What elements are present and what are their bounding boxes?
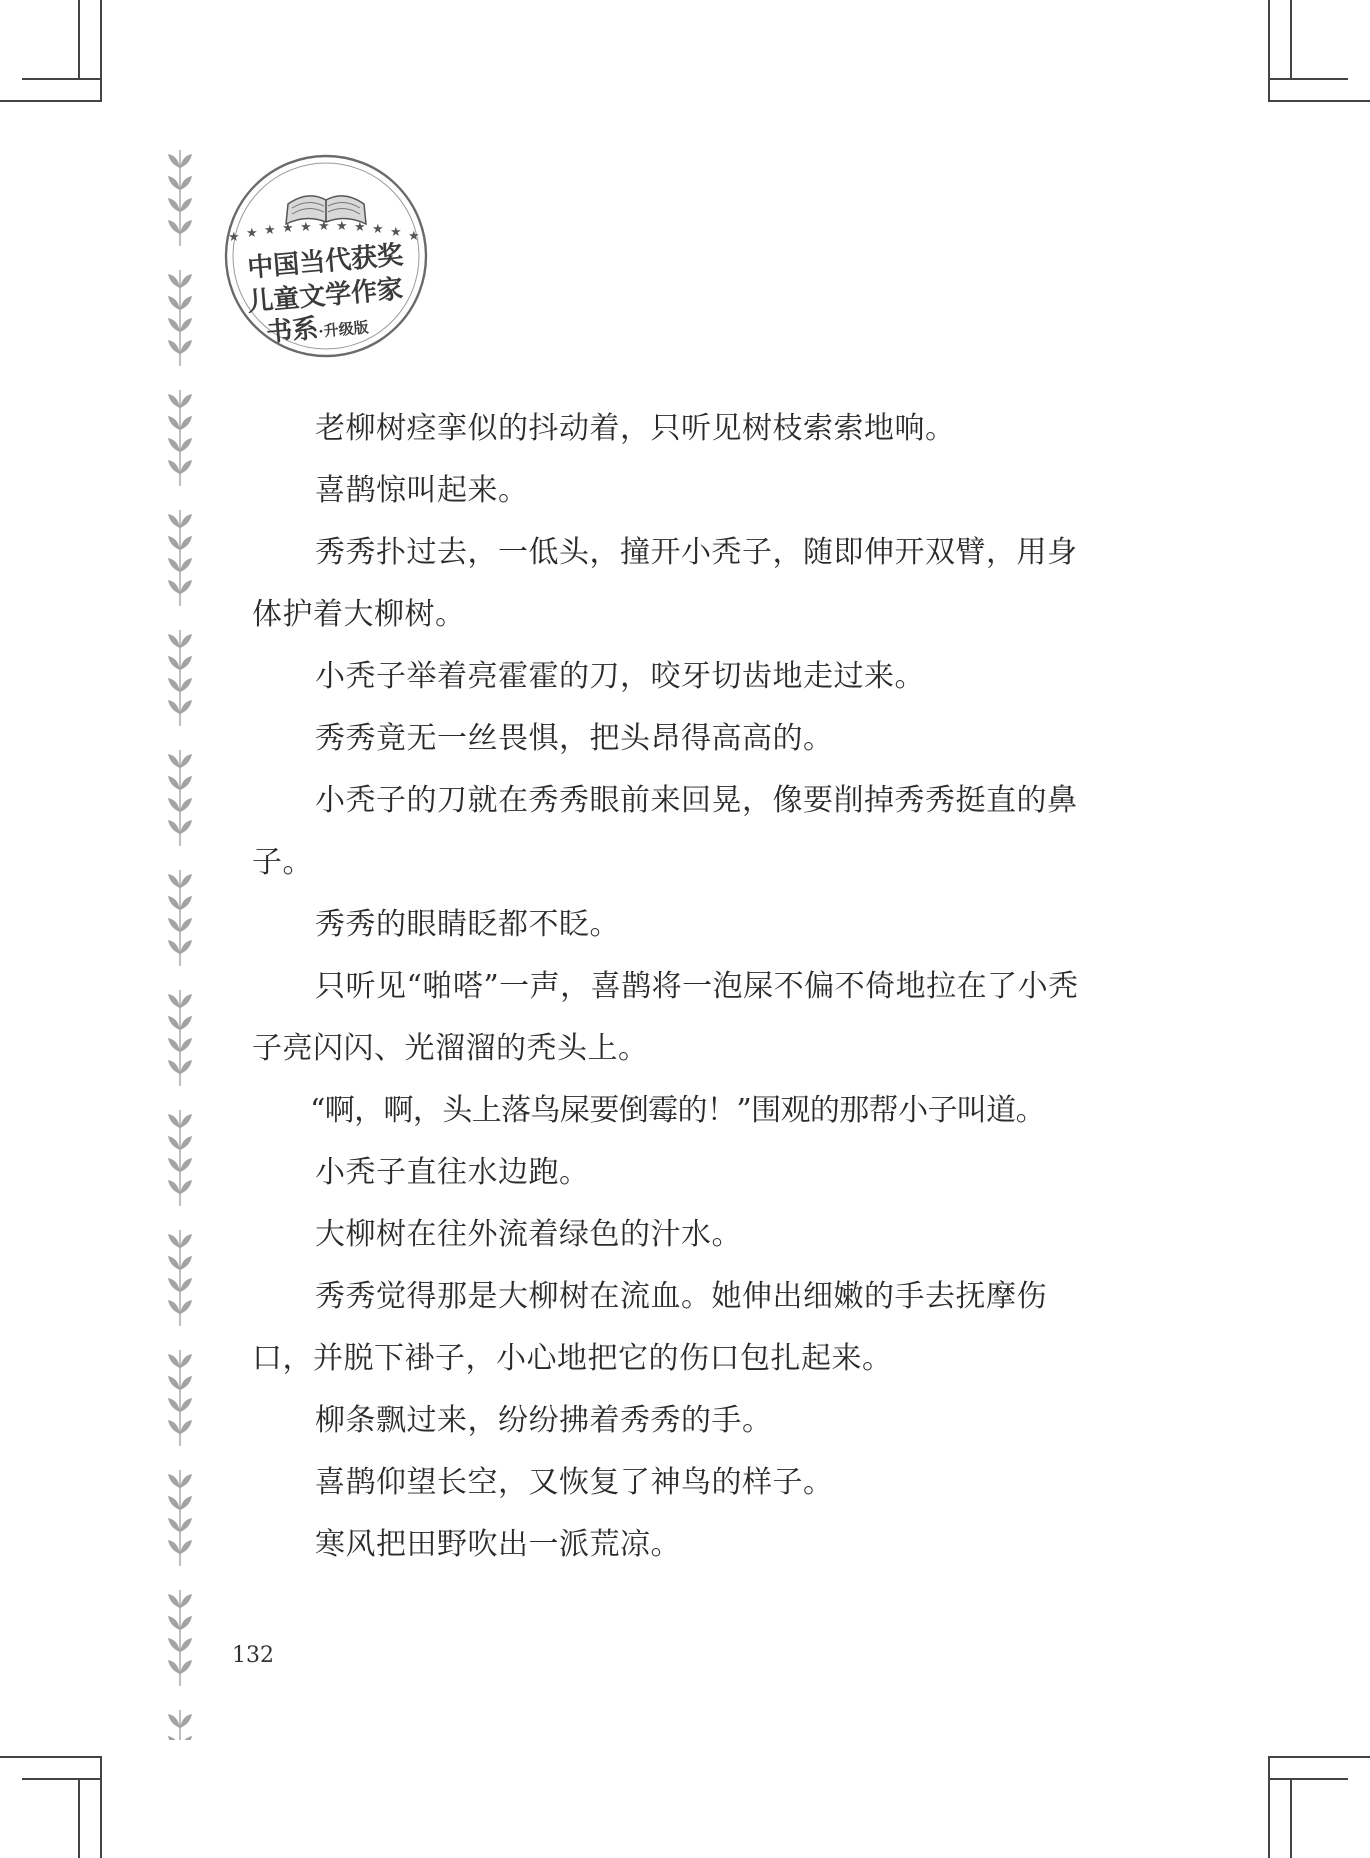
crop-mark-bottom-left-h xyxy=(0,1756,102,1758)
paragraph: 喜鹊惊叫起来。 xyxy=(315,473,529,508)
crop-mark-top-right-inner-h xyxy=(1268,78,1348,80)
crop-mark-top-right-v xyxy=(1268,0,1270,102)
paragraph: 大柳树在往外流着绿色的汁水。 xyxy=(315,1217,742,1252)
crop-mark-top-left-inner-h xyxy=(22,78,102,80)
paragraph: 只听见“啪嗒”一声，喜鹊将一泡屎不偏不倚地拉在了小秃子亮闪闪、光溜溜的秃头上。 xyxy=(252,969,1079,1066)
crop-mark-bottom-right-inner-v xyxy=(1290,1778,1292,1858)
crop-mark-bottom-right-v xyxy=(1268,1756,1270,1858)
badge-series: 书系 xyxy=(265,313,320,349)
svg-text:★: ★ xyxy=(318,219,330,234)
svg-text:★: ★ xyxy=(354,220,366,235)
svg-text:★: ★ xyxy=(390,225,402,240)
paragraph: “啊，啊，头上落鸟屎要倒霉的！”围观的那帮小子叫道。 xyxy=(310,1093,1046,1128)
leaf-vine-icon xyxy=(160,150,200,1740)
crop-mark-bottom-left-inner-v xyxy=(78,1778,80,1858)
story-body xyxy=(252,398,1102,1576)
crop-mark-bottom-left-inner-h xyxy=(22,1778,102,1780)
page-number: 132 xyxy=(232,1643,274,1668)
badge-line-2: 儿童文学作家 xyxy=(246,274,405,318)
crop-mark-top-left-inner-v xyxy=(78,0,80,80)
svg-text:★: ★ xyxy=(372,222,384,237)
badge-line-1: 中国当代获奖 xyxy=(246,240,405,284)
svg-text:★: ★ xyxy=(336,219,348,234)
crop-mark-bottom-right-inner-h xyxy=(1268,1778,1348,1780)
paragraph: 老柳树痉挛似的抖动着，只听见树枝索索地响。 xyxy=(315,411,956,446)
paragraph: 小秃子的刀就在秀秀眼前来回晃，像要削掉秀秀挺直的鼻子。 xyxy=(252,783,1078,880)
svg-text:★: ★ xyxy=(408,229,420,244)
crop-mark-bottom-right-h xyxy=(1268,1756,1370,1758)
crop-mark-top-right-h xyxy=(1268,100,1370,102)
paragraph: 喜鹊仰望长空，又恢复了神鸟的样子。 xyxy=(315,1465,834,1500)
crop-mark-top-left-h xyxy=(0,100,102,102)
crop-mark-top-left-v xyxy=(100,0,102,102)
paragraph: 秀秀觉得那是大柳树在流血。她伸出细嫩的手去抚摩伤口，并脱下褂子，小心地把它的伤口包扎起来。 xyxy=(252,1279,1047,1376)
paragraph: 小秃子直往水边跑。 xyxy=(315,1155,590,1190)
svg-text:★: ★ xyxy=(300,220,312,235)
paragraph: 寒风把田野吹出一派荒凉。 xyxy=(315,1527,681,1562)
series-badge xyxy=(222,140,430,372)
paragraph: 秀秀的眼睛眨都不眨。 xyxy=(315,907,620,942)
crop-mark-bottom-left-v xyxy=(100,1756,102,1858)
badge-edition: ·升级版 xyxy=(317,318,370,341)
svg-text:★: ★ xyxy=(246,226,258,241)
svg-text:★: ★ xyxy=(264,223,276,238)
paragraph: 柳条飘过来，纷纷拂着秀秀的手。 xyxy=(315,1403,773,1438)
svg-text:★: ★ xyxy=(228,230,240,245)
svg-text:★: ★ xyxy=(282,221,294,236)
paragraph: 秀秀竟无一丝畏惧，把头昂得高高的。 xyxy=(315,721,834,756)
crop-mark-top-right-inner-v xyxy=(1290,0,1292,80)
badge-line-3 xyxy=(265,309,369,348)
paragraph: 小秃子举着亮霍霍的刀，咬牙切齿地走过来。 xyxy=(315,659,925,694)
paragraph: 秀秀扑过去，一低头，撞开小秃子，随即伸开双臂，用身体护着大柳树。 xyxy=(252,535,1078,632)
